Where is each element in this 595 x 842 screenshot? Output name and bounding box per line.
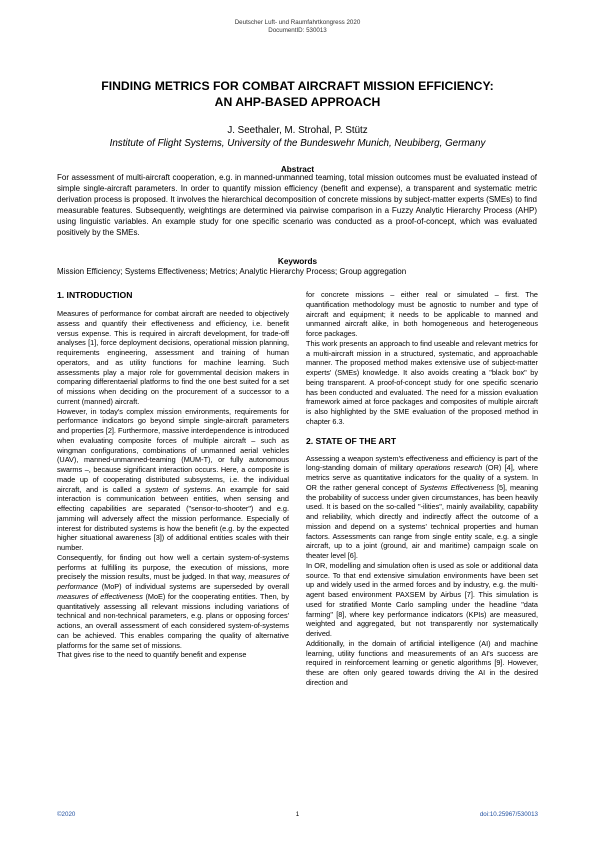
sota-paragraph-2: In OR, modelling and simulation often is used as sole or additional data source. To that end extensive simulation environments have been set up and widely used in the armed forces and by industry, e.g. the multi-agent based environment PAXSEM by Airbus [7]. This simulation is used for stratified Monte Carlo sampling under the headline "data farming" [8], where key performance indicators (KPIs) are measured, weighted and aggregated, but not transparently nor systematically derived.	[306, 560, 538, 638]
section-heading-introduction: 1. INTRODUCTION	[57, 290, 133, 300]
intro-paragraph-1: Measures of performance for combat aircraft are needed to objectively assess and quantify their effectiveness and efficiency, i.e. benefit versus expense. This is required in aircraft development, for trade-off analyses [1], force deployment decisions, operational mission planning, requirements engineering, assessment and training of human operators, and as utility functions for machine learning. Such assessments play a major role for governmental decision makers in comparing differentaerial platforms to find the one best suited for a set of missions when deciding on the procurement of a successor to a current (manned) aircraft.	[57, 309, 289, 406]
keywords-heading: Keywords	[277, 257, 318, 266]
intro-paragraph-5: for concrete missions – either real or simulated – first. The quantification methodology must be agnostic to number and type of aircraft and equipment; it needs to be applicable to manned and unmanned aircraft alike, in both homogeneous and heterogeneous force packages.	[306, 290, 538, 338]
doi-link[interactable]: doi:10.25967/530013	[479, 811, 538, 818]
keywords-text: Mission Efficiency; Systems Effectiveness; Metrics; Analytic Hierarchy Process; Group aggregation	[57, 267, 407, 276]
copyright: ©2020	[57, 811, 76, 818]
running-header	[0, 19, 595, 35]
intro-paragraph-2: However, in today's complex mission environments, requirements for performance indicators go beyond simple single-aircraft parameters and properties [2]. Furthermore, massive interdependence is introduced when evaluating composite forces of multiple aircraft – such as wingman configurations, combinations of unmanned aerial vehicles (UAV), manned-unmanned-teaming (MUM-T), or fully autonomous swarms –, because significant interaction occurs. Here, a composite is made up of cooperating distributed subsystems, i.e. the individual aircraft, and is called a system of systems. An example for said interaction is communication between entities, when sensing and effecting capabilities are separated ("sensor-to-shooter") and e.g. jamming will adversely affect the mission performance. Especially of interest for distributed systems is how the benefit (e.g. by the expected higher situational awareness [3]) of additional entities scales with their number.	[57, 406, 289, 552]
intro-paragraph-3: Consequently, for finding out how well a certain system-of-systems performs at fulfilling its purpose, the execution of missions, more precisely the mission results, must be judged. In that way, measures of performance (MoP) of individual systems are superseded by overall measures of effectiveness (MoE) for the cooperating entities. Then, by quantitatively assessing all relevant missions including variations of technical and non-technical parameters, e.g. plans or opposing forces' actions, an overall assessment of each considered system-of-systems can be achieved. This enables comparing the quality of alternative platforms for the same set of missions.	[57, 552, 289, 650]
right-column	[306, 290, 538, 688]
paper-title	[40, 78, 555, 110]
left-column	[57, 290, 289, 660]
authors: J. Seethaler, M. Strohal, P. Stütz	[227, 125, 368, 136]
document-id: DocumentID: 530013	[268, 27, 327, 34]
conference-name: Deutscher Luft- und Raumfahrtkongress 2020	[234, 19, 361, 26]
abstract-heading: Abstract	[280, 165, 315, 174]
sota-paragraph-3: Additionally, in the domain of artificial intelligence (AI) and machine learning, utility functions and measurements of an AI's success are required in reinforcement learning or genetic algorithms [9]. However, these are often only geared towards driving the AI in the desired direction and	[306, 638, 538, 687]
affiliation: Institute of Flight Systems, University of the Bundeswehr Munich, Neubiberg, Germany	[109, 138, 486, 149]
intro-paragraph-4: That gives rise to the need to quantify benefit and expense	[57, 650, 247, 660]
title-line-1: FINDING METRICS FOR COMBAT AIRCRAFT MISSION EFFICIENCY:	[101, 79, 494, 93]
section-heading-state-of-the-art: 2. STATE OF THE ART	[306, 435, 397, 446]
abstract-text: For assessment of multi-aircraft cooperation, e.g. in manned-unmanned teaming, total mission outcomes must be evaluated instead of simple single-aircraft parameters. In order to quantify mission efficiency (benefit and expense), a transparent and systematic metric derivation process is proposed. It involves the hierarchical decomposition of concrete missions by subject-matter experts (SMEs) to find measurable features. Subsequently, weightings are determined via pairwise comparison in a Fuzzy Analytic Hierarchy Process (AHP) using linguistic variables. An example study for one specific scenario was conducted as a proof-of-concept, which was evaluated positively by the SMEs.	[57, 173, 537, 237]
title-line-2: AN AHP-BASED APPROACH	[214, 95, 381, 109]
intro-paragraph-6: This work presents an approach to find useable and relevant metrics for a multi-aircraft mission in a structured, systematic, and approachable manner. The proposed method makes extensive use of subject-matter experts' (SMEs) knowledge. It also avoids creating a "black box" by being transparent. A proof-of-concept study for one specific scenario has been conducted and evaluated. The need for a mission evaluation framework aimed at force packages and composites of multiple aircraft is also highlighted by the SME evaluation of the proposed method in chapter 6.3.	[306, 338, 538, 426]
page-number: 1	[295, 811, 300, 818]
sota-paragraph-1: Assessing a weapon system's effectiveness and efficiency is part of the long-standing domain of military operations research (OR) [4], where metrics serve as quantitative indicators for the quality of a system. In OR the rather general concept of Systems Effectiveness [5], meaning the probability of success under given circumstances, has been heavily used. It is based on the so-called "-ilities", mainly availability, capability and reliability, which directly and indirectly affect the outcome of a mission and depend on a systems' technical properties and human factors. Assessments can range from single entity scale, e.g. a single aircraft, up to a joint (ground, air and maritime) campaign scale on theater level [6].	[306, 453, 538, 560]
